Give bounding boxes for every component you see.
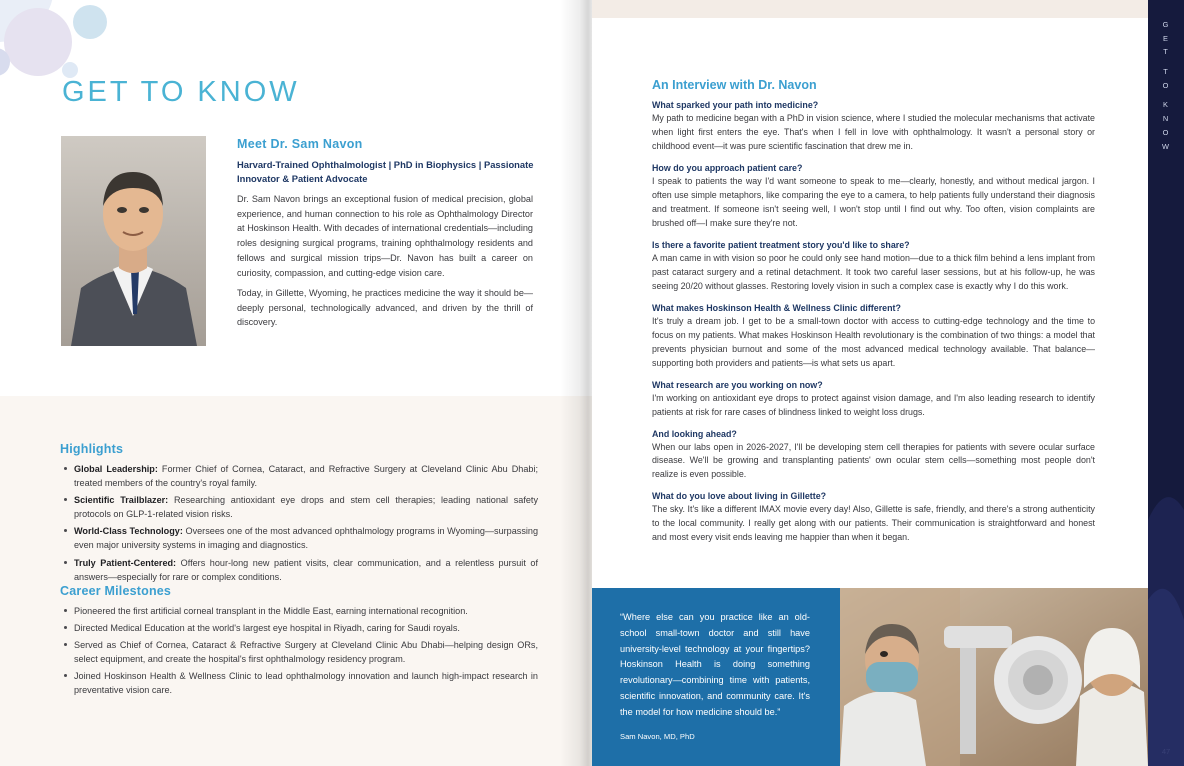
interview-question: And looking ahead?: [652, 428, 737, 439]
interview-answer: When our labs open in 2026-2027, I'll be developing stem cell therapies for patients with severe ocular surface disease. We'll be growing and transplanting patients' own ocular stem cells—something most people don't realize is even possible.: [652, 441, 1095, 480]
photo-illustration: [840, 588, 1148, 766]
highlights-list: [60, 462, 538, 587]
interview-answer: I speak to patients the way I'd want someone to speak to me—clearly, honestly, and without medical jargon. I often use simple metaphors, like comparing the eye to a camera, to help patients fully understand their diagnosis and treatment. If someone isn't seeing well, I won't stop until I find out why. Too often, vision complaints are brushed off—I make sure they're not.: [652, 175, 1095, 228]
interview-question: What do you love about living in Gillette?: [652, 491, 827, 502]
portrait-illustration: [61, 136, 206, 346]
decorative-circles: [0, 0, 170, 130]
interview-answer: A man came in with vision so poor he could only see hand motion—due to a thick film behind a lens implant from past cataract surgery and a retinal detachment. It took two careful laser sessions, but at his follow-up, he was seeing 20/20 without glasses. Restoring lovely vision in such a complex case is exactly why I do this work.: [652, 252, 1095, 291]
milestone-item-text: Directed Medical Education at the world's largest eye hospital in Riyadh, caring for Saudi royals.: [74, 623, 460, 634]
interview-answer: My path to medicine began with a PhD in vision science, where I studied the molecular mechanisms that activate when light first enters the eye. That's when I fell in love with ophthalmology. It wasn't a personal story or childhood event—it was pure scientific fascination that drew me in.: [652, 113, 1095, 151]
interview-question: How do you approach patient care?: [652, 162, 803, 173]
career-milestones-heading: Career Milestones: [60, 584, 172, 598]
highlight-item-text: Former Chief of Cornea, Cataract, and Refractive Surgery at Cleveland Clinic Abu Dhabi; treated members of the country's royal family.: [74, 464, 538, 489]
side-tab-letter: N: [1162, 114, 1170, 124]
side-tab-letter: W: [1162, 141, 1170, 151]
side-tab-letter: G: [1162, 20, 1170, 29]
interview-answer: It's truly a dream job. I get to be a small-town doctor with access to cutting-edge technology and the time to focus on my patients. What makes Hoskinson Health revolutionary is the combination of two things: a model that prevents physician burnout and some of the most advanced medical technology available. That balance—supporting both providers and patients—is what sets us apart.: [652, 315, 1095, 368]
right-page-top-band: [592, 0, 1148, 18]
career-milestones-list: [60, 604, 538, 701]
portrait-dr-sam-navon: [61, 136, 206, 346]
side-tab-texture: [1148, 0, 1184, 766]
profile-credentials: Harvard-Trained Ophthalmologist | PhD in Biophysics | Passionate Innovator & Patient Advocate: [237, 159, 534, 185]
page-title: GET TO KNOW: [62, 76, 300, 108]
side-tab-letter: T: [1163, 67, 1169, 77]
highlight-item: [74, 493, 538, 521]
decorative-circles-svg: [0, 0, 170, 130]
highlight-item-label: Truly Patient-Centered:: [74, 557, 177, 568]
photo-doctor-examining-patient-slit-lamp: [840, 588, 1148, 766]
highlight-item-label: Scientific Trailblazer:: [74, 495, 169, 506]
profile-bio-paragraph-2: Today, in Gillette, Wyoming, he practices medicine the way it should be—deeply personal, technologically advanced, and driven by the thrill of discovery.: [237, 288, 533, 328]
highlight-item: [74, 556, 538, 584]
milestone-item: [74, 621, 538, 635]
side-tab-letter: T: [1163, 47, 1169, 57]
interview-question: What makes Hoskinson Health & Wellness Clinic different?: [652, 302, 901, 313]
highlight-item: [74, 524, 538, 552]
side-tab-letter: O: [1162, 80, 1170, 90]
profile-heading: Meet Dr. Sam Navon: [237, 137, 363, 151]
highlight-item-text: Oversees one of the most advanced ophthalmology programs in Wyoming—surpassing even major university systems in imaging and diagnostics.: [74, 526, 539, 551]
highlight-item-text: Offers hour-long new patient visits, clear communication, and a relentless pursuit of answers—especially for rare or complex conditions.: [74, 557, 538, 582]
interview-qa-list: [652, 100, 1095, 554]
milestone-item-text: Joined Hoskinson Health & Wellness Clinic to lead ophthalmology innovation and launch high-impact research in preventative vision care.: [74, 671, 538, 696]
side-tab-letter: K: [1163, 100, 1169, 110]
milestone-item-text: Served as Chief of Cornea, Cataract & Refractive Surgery at Cleveland Clinic Abu Dhabi—helping design ORs, select equipment, and create the hospital's first ophthalmology residency program.: [74, 640, 538, 665]
profile-bio-paragraph-1: Dr. Sam Navon brings an exceptional fusion of medical precision, global experience, and human connection to his role as Ophthalmology Director at Hoskinson Health. With decades of international credentials—including roles designing surgical programs, training ophthalmology residents and fellows and surgical mission trips—Dr. Navon has built a career on curiosity, compassion, and cutting-edge vision care.: [237, 194, 533, 278]
interview-answer: I'm working on antioxidant eye drops to protect against vision damage, and I'm also leading research to identify patients at risk for rare cases of blindness linked to weight loss drugs.: [652, 392, 1095, 417]
interview-question: What research are you working on now?: [652, 379, 823, 390]
highlight-item: [74, 462, 538, 490]
highlight-item-text: Researching antioxidant eye drops and stem cell therapies; leading national safety protocols on GLP-1-related vision risks.: [74, 495, 539, 520]
pull-quote-text: “Where else can you practice like an old-school small-town doctor and still have university-level technology at your fingertips? Hoskinson Health is doing something revolutionary—combining time with patients, scientific innovation, and community care. It's the model for how medicine should be.”: [620, 612, 810, 717]
highlight-item-label: World-Class Technology:: [74, 526, 183, 537]
side-tab-letter: O: [1162, 127, 1170, 137]
interview-heading: An Interview with Dr. Navon: [652, 78, 817, 92]
milestone-item: [74, 638, 538, 666]
milestone-item: [74, 604, 538, 618]
side-tab: [1148, 0, 1184, 766]
highlights-items: [60, 462, 538, 584]
pull-quote-block: [592, 588, 840, 766]
milestone-item: [74, 669, 538, 697]
side-tab-letter: E: [1163, 33, 1169, 43]
milestone-item-text: Pioneered the first artificial corneal transplant in the Middle East, earning international recognition.: [74, 606, 468, 616]
interview-question: What sparked your path into medicine?: [652, 100, 819, 110]
career-milestones-items: [60, 604, 538, 698]
interview-answer: The sky. It's like a different IMAX movie every day! Also, Gillette is safe, friendly, and there's a strong authenticity to the local community. I really get along with our patients. Their communication is straightforward and honest and most every visit ends leaving me happier than when it began.: [652, 504, 1095, 543]
interview-question: Is there a favorite patient treatment story you'd like to share?: [652, 239, 910, 250]
right-page: [592, 0, 1148, 766]
pull-quote-attribution: Sam Navon, MD, PhD: [620, 732, 695, 741]
highlight-item-label: Global Leadership:: [74, 464, 158, 474]
highlights-heading: Highlights: [60, 442, 124, 456]
